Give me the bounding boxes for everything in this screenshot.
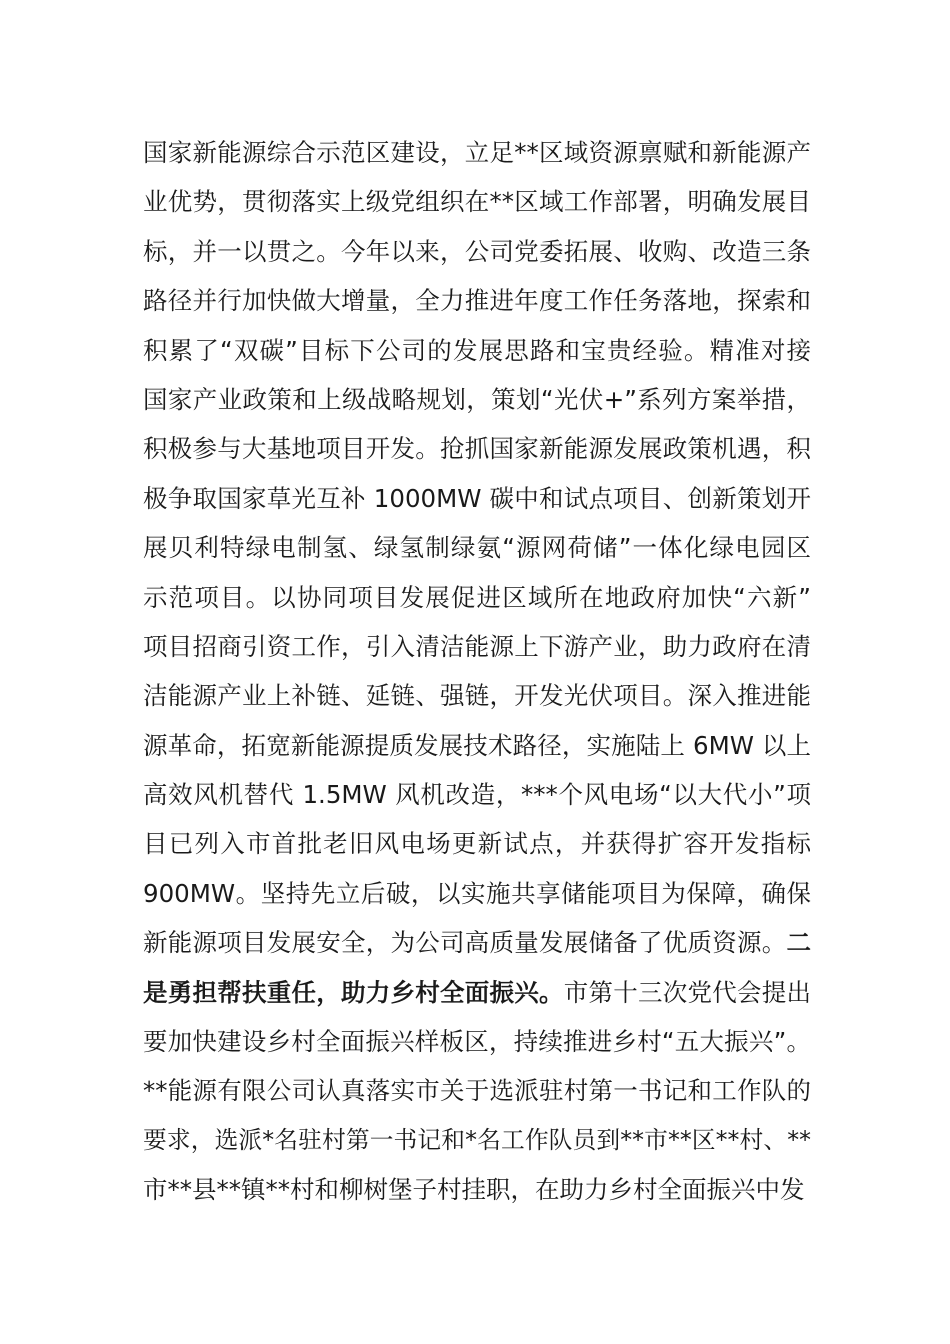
text-line [143, 671, 811, 720]
text-line [143, 573, 811, 622]
text-segment: 国家产业政策和上级战略规划，策划“光伏+”系列方案举措， [143, 384, 811, 414]
text-line [143, 1165, 811, 1214]
text-segment: 项目招商引资工作，引入清洁能源上下游产业，助力政府在清 [143, 631, 811, 661]
text-line [143, 424, 811, 473]
text-segment: 积累了“双碳”目标下公司的发展思路和宝贵经验。精准对接 [143, 335, 811, 365]
text-segment: 业优势，贯彻落实上级党组织在**区域工作部署，明确发展目 [143, 187, 811, 217]
text-line [143, 227, 811, 276]
text-segment: 新能源项目发展安全，为公司高质量发展储备了优质资源。 [143, 928, 787, 958]
text-segment: 900MW。坚持先立后破，以实施共享储能项目为保障，确保 [143, 878, 811, 908]
text-segment: 要求，选派*名驻村第一书记和*名工作队员到**市**区**村、** [143, 1125, 811, 1154]
text-segment: 洁能源产业上补链、延链、强链，开发光伏项目。深入推进能 [143, 681, 811, 711]
text-line [143, 869, 811, 918]
text-segment: 示范项目。以协同项目发展促进区域所在地政府加快“六新” [143, 582, 811, 612]
text-segment: 市第十三次党代会提出 [563, 977, 811, 1007]
text-segment: **能源有限公司认真落实市关于选派驻村第一书记和工作队的 [143, 1076, 811, 1106]
text-segment: 展贝利特绿电制氢、绿氢制绿氨“源网荷储”一体化绿电园区 [143, 533, 811, 563]
text-line [143, 474, 811, 523]
text-line [143, 1017, 811, 1066]
text-line [143, 968, 811, 1017]
text-line [143, 1066, 811, 1115]
text-line [143, 523, 811, 572]
text-segment: 要加快建设乡村全面振兴样板区，持续推进乡村“五大振兴”。 [143, 1027, 811, 1057]
text-segment: 极争取国家草光互补 1000MW 碳中和试点项目、创新策划开 [143, 483, 811, 513]
text-line [143, 918, 811, 967]
text-line [143, 819, 811, 868]
text-segment: 市**县**镇**村和柳树堡子村挂职，在助力乡村全面振兴中发 [143, 1175, 805, 1205]
text-segment: 目已列入市首批老旧风电场更新试点，并获得扩容开发指标 [143, 829, 811, 859]
text-segment: 源革命，拓宽新能源提质发展技术路径，实施陆上 6MW 以上 [143, 730, 811, 760]
text-line [143, 177, 811, 226]
bold-text-segment: 二 [786, 928, 811, 958]
bold-text-segment: 是勇担帮扶重任，助力乡村全面振兴。 [143, 977, 564, 1007]
body-text [143, 128, 811, 1215]
text-segment: 积极参与大基地项目开发。抢抓国家新能源发展政策机遇，积 [143, 434, 811, 464]
text-line [143, 721, 811, 770]
text-line [143, 276, 811, 325]
text-segment: 高效风机替代 1.5MW 风机改造，***个风电场“以大代小”项 [143, 780, 811, 810]
text-segment: 国家新能源综合示范区建设，立足**区域资源禀赋和新能源产 [143, 138, 811, 167]
text-line [143, 1116, 811, 1165]
text-segment: 标，并一以贯之。今年以来，公司党委拓展、收购、改造三条 [143, 236, 811, 266]
text-line [143, 128, 811, 177]
text-segment: 路径并行加快做大增量，全力推进年度工作任务落地，探索和 [143, 286, 811, 316]
text-line [143, 770, 811, 819]
text-line [143, 326, 811, 375]
text-line [143, 622, 811, 671]
text-line [143, 375, 811, 424]
